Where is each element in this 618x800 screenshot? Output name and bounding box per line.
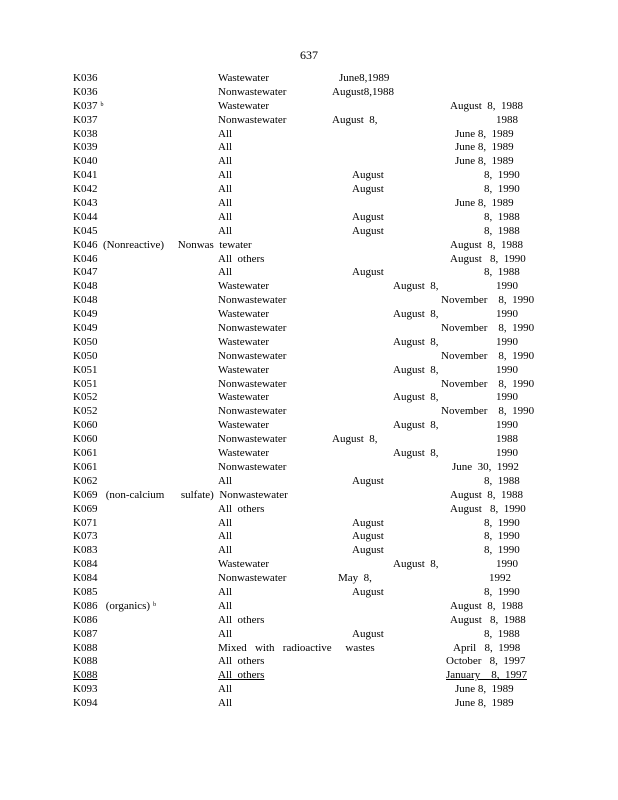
- waste-type: Wastewater: [218, 335, 270, 348]
- effective-date: April 8, 1998: [453, 641, 521, 654]
- waste-code: K083: [73, 544, 98, 557]
- table-row: [0, 558, 618, 572]
- waste-code: K048: [73, 280, 98, 293]
- effective-date-continued: 8, 1990: [484, 530, 520, 543]
- waste-type: All: [218, 697, 233, 710]
- effective-date: August 8, 1990: [450, 502, 526, 515]
- waste-type: All: [218, 627, 233, 640]
- effective-date: August 8,: [332, 433, 378, 446]
- effective-date: June8,1989: [339, 72, 390, 84]
- waste-code: K062: [73, 474, 98, 487]
- effective-date: August 8,: [393, 391, 439, 404]
- effective-date: June 8, 1989: [455, 197, 514, 210]
- waste-type: Wastewater: [218, 308, 270, 321]
- table-row: [0, 489, 618, 503]
- waste-code: K087: [73, 627, 98, 640]
- waste-type: Nonwastewater: [218, 433, 287, 446]
- waste-type: Wastewater: [218, 447, 270, 460]
- table-row: [0, 586, 618, 600]
- effective-date-continued: 1992: [489, 572, 511, 585]
- table-row: [0, 322, 618, 336]
- waste-code: K040: [73, 155, 98, 168]
- waste-type: All others: [218, 502, 265, 515]
- effective-date: August: [352, 169, 384, 182]
- waste-code: K073: [73, 530, 98, 543]
- effective-date-continued: 8, 1990: [484, 183, 520, 196]
- table-row: [0, 183, 618, 197]
- waste-code: K045: [73, 224, 98, 237]
- waste-type: All: [218, 197, 233, 210]
- effective-date: June 8, 1989: [455, 697, 514, 710]
- table-row: [0, 669, 618, 683]
- table-row: [0, 544, 618, 558]
- waste-code: K060: [73, 433, 98, 446]
- waste-code: K037 $^b$: [73, 99, 104, 112]
- table-row: [0, 419, 618, 433]
- waste-type: All: [218, 155, 233, 168]
- table-row: [0, 517, 618, 531]
- table-row: [0, 530, 618, 544]
- effective-date: August 8, 1990: [450, 252, 526, 265]
- waste-code: K093: [73, 683, 98, 696]
- effective-date: August 8,: [393, 558, 439, 571]
- waste-code: K086: [73, 613, 98, 626]
- table-row: [0, 253, 618, 267]
- effective-date-continued: 8, 1988: [484, 266, 520, 279]
- effective-date-continued: 8, 1988: [484, 474, 520, 487]
- table-row: [0, 308, 618, 322]
- effective-date: August 8,: [393, 335, 439, 348]
- waste-code: K047: [73, 266, 98, 279]
- waste-type: Nonwastewater: [218, 294, 287, 307]
- waste-code: K069: [73, 502, 98, 515]
- table-row: [0, 128, 618, 142]
- table-row: [0, 364, 618, 378]
- waste-type: All others: [218, 655, 265, 668]
- effective-date: August 8,: [393, 308, 439, 321]
- waste-code: K048: [73, 294, 98, 307]
- effective-date-continued: 8, 1990: [484, 516, 520, 529]
- waste-code: K050: [73, 335, 98, 348]
- waste-code: K061: [73, 447, 98, 460]
- waste-type: All: [218, 474, 233, 487]
- waste-code: K037: [73, 113, 98, 126]
- waste-code: K051: [73, 377, 98, 390]
- table-row: [0, 266, 618, 280]
- waste-code: K088: [73, 669, 98, 682]
- effective-date: August: [352, 585, 384, 598]
- waste-code: K044: [73, 210, 98, 223]
- effective-date: June 8, 1989: [455, 127, 514, 140]
- table-row: [0, 114, 618, 128]
- effective-date-continued: 1988: [496, 113, 518, 126]
- effective-date: August: [352, 474, 384, 487]
- waste-type: All: [218, 266, 233, 279]
- effective-date: August: [352, 516, 384, 529]
- effective-date: June 8, 1989: [455, 141, 514, 154]
- table-row: [0, 447, 618, 461]
- effective-date-continued: 8, 1990: [484, 544, 520, 557]
- waste-type: Nonwastewater: [218, 349, 287, 362]
- page-number: 637: [300, 48, 318, 62]
- waste-code: K046: [73, 252, 98, 265]
- footnote-marker: b: [153, 601, 157, 608]
- waste-type: All: [218, 224, 233, 237]
- effective-date: November 8, 1990: [441, 405, 535, 418]
- table-row: [0, 405, 618, 419]
- waste-type: All: [218, 544, 233, 557]
- effective-date: August8,1988: [332, 85, 395, 98]
- table-row: [0, 86, 618, 100]
- waste-code: K049: [73, 308, 98, 321]
- effective-date-continued: 8, 1988: [484, 627, 520, 640]
- waste-code: K041: [73, 169, 98, 182]
- waste-code: K088: [73, 655, 98, 668]
- waste-code: K038: [73, 127, 98, 140]
- waste-code: K036: [73, 85, 98, 98]
- waste-type: All: [218, 585, 233, 598]
- waste-code: K084: [73, 558, 98, 571]
- table-row: [0, 350, 618, 364]
- waste-type: Nonwastewater: [218, 460, 287, 473]
- effective-date-continued: 1990: [496, 419, 518, 432]
- waste-type: All: [218, 127, 233, 140]
- effective-date: November 8, 1990: [441, 377, 535, 390]
- effective-date: June 8, 1989: [455, 155, 514, 168]
- waste-code: K039: [73, 141, 98, 154]
- table-row: [0, 614, 618, 628]
- table-row: [0, 378, 618, 392]
- effective-date: August 8,: [393, 363, 439, 376]
- table-row: [0, 72, 618, 86]
- waste-code: K043: [73, 197, 98, 210]
- waste-type: Mixed with radioactive wastes: [218, 641, 375, 654]
- effective-date-continued: 1990: [496, 558, 518, 571]
- effective-date: August: [352, 210, 384, 223]
- waste-type: Nonwastewater: [218, 572, 287, 585]
- effective-date: August 8, 1988: [450, 238, 524, 251]
- waste-type: All: [218, 516, 233, 529]
- waste-type: All others: [218, 669, 265, 682]
- effective-date: November 8, 1990: [441, 349, 535, 362]
- table-row: [0, 141, 618, 155]
- effective-date: August: [352, 266, 384, 279]
- waste-type: Wastewater: [218, 363, 270, 376]
- waste-type: Nonwastewater: [218, 113, 287, 126]
- effective-date: November 8, 1990: [441, 294, 535, 307]
- effective-date: August 8, 1988: [450, 613, 526, 626]
- effective-date: August 8, 1988: [450, 599, 524, 612]
- effective-date-continued: 8, 1988: [484, 210, 520, 223]
- waste-code: K086 (organics) $^b$: [73, 599, 157, 612]
- waste-type: Wastewater: [218, 72, 270, 84]
- effective-date: August 8, 1988: [450, 488, 524, 501]
- table-row: [0, 155, 618, 169]
- waste-type: Wastewater: [218, 99, 270, 112]
- waste-code: K046 (Nonreactive) Nonwas tewater: [73, 238, 252, 251]
- waste-type: All: [218, 169, 233, 182]
- footnote-marker: b: [100, 101, 104, 108]
- waste-code: K094: [73, 697, 98, 710]
- waste-code: K088: [73, 641, 98, 654]
- table-row: [0, 336, 618, 350]
- waste-type: Wastewater: [218, 280, 270, 293]
- table-row: [0, 600, 618, 614]
- effective-date-continued: 1990: [496, 363, 518, 376]
- effective-date: October 8, 1997: [446, 655, 526, 668]
- table-row: [0, 211, 618, 225]
- waste-code: K060: [73, 419, 98, 432]
- effective-date: August 8,: [332, 113, 378, 126]
- effective-date-continued: 1990: [496, 391, 518, 404]
- waste-code: K084: [73, 572, 98, 585]
- effective-date: August 8,: [393, 280, 439, 293]
- effective-date: August: [352, 544, 384, 557]
- effective-date: August 8, 1988: [450, 99, 524, 112]
- table-row: [0, 683, 618, 697]
- table-row: [0, 294, 618, 308]
- table-row: [0, 197, 618, 211]
- effective-date: May 8,: [338, 572, 372, 585]
- waste-code: K071: [73, 516, 98, 529]
- effective-date: August: [352, 530, 384, 543]
- table-row: [0, 433, 618, 447]
- table-row: [0, 461, 618, 475]
- waste-type: Wastewater: [218, 419, 270, 432]
- waste-code: K052: [73, 405, 98, 418]
- effective-date: June 30, 1992: [452, 460, 519, 473]
- waste-code: K036: [73, 72, 98, 84]
- effective-date: August: [352, 183, 384, 196]
- waste-type: All: [218, 141, 233, 154]
- effective-date-continued: 1988: [496, 433, 518, 446]
- effective-date: January 8, 1997: [446, 669, 527, 682]
- waste-code: K085: [73, 585, 98, 598]
- waste-code: K069 (non-calcium sulfate) Nonwastewater: [73, 488, 288, 501]
- waste-type: All others: [218, 613, 265, 626]
- table-row: [0, 642, 618, 656]
- effective-date-continued: 1990: [496, 308, 518, 321]
- waste-type: All: [218, 530, 233, 543]
- waste-type: All: [218, 183, 233, 196]
- table-row: [0, 572, 618, 586]
- waste-type: Nonwastewater: [218, 377, 287, 390]
- effective-date: August: [352, 627, 384, 640]
- waste-code-table: [0, 72, 618, 711]
- table-row: [0, 391, 618, 405]
- waste-type: All: [218, 210, 233, 223]
- table-row: [0, 239, 618, 253]
- effective-date: June 8, 1989: [455, 683, 514, 696]
- table-row: [0, 225, 618, 239]
- waste-type: All: [218, 599, 233, 612]
- waste-code: K042: [73, 183, 98, 196]
- table-row: [0, 475, 618, 489]
- waste-code: K052: [73, 391, 98, 404]
- waste-type: All: [218, 683, 233, 696]
- effective-date: August: [352, 224, 384, 237]
- waste-type: Wastewater: [218, 391, 270, 404]
- waste-code: K061: [73, 460, 98, 473]
- table-row: [0, 169, 618, 183]
- waste-code: K050: [73, 349, 98, 362]
- effective-date: August 8,: [393, 447, 439, 460]
- waste-type: Nonwastewater: [218, 85, 287, 98]
- table-row: [0, 628, 618, 642]
- effective-date-continued: 1990: [496, 280, 518, 293]
- waste-type: Nonwastewater: [218, 322, 287, 335]
- table-row: [0, 697, 618, 711]
- effective-date-continued: 1990: [496, 335, 518, 348]
- table-row: [0, 655, 618, 669]
- effective-date: August 8,: [393, 419, 439, 432]
- waste-type: Wastewater: [218, 558, 270, 571]
- table-row: [0, 100, 618, 114]
- table-row: [0, 280, 618, 294]
- effective-date-continued: 8, 1990: [484, 169, 520, 182]
- effective-date: November 8, 1990: [441, 322, 535, 335]
- effective-date-continued: 8, 1988: [484, 224, 520, 237]
- effective-date-continued: 1990: [496, 447, 518, 460]
- waste-type: Nonwastewater: [218, 405, 287, 418]
- waste-code: K051: [73, 363, 98, 376]
- effective-date-continued: 8, 1990: [484, 585, 520, 598]
- waste-code: K049: [73, 322, 98, 335]
- table-row: [0, 503, 618, 517]
- waste-type: All others: [218, 252, 265, 265]
